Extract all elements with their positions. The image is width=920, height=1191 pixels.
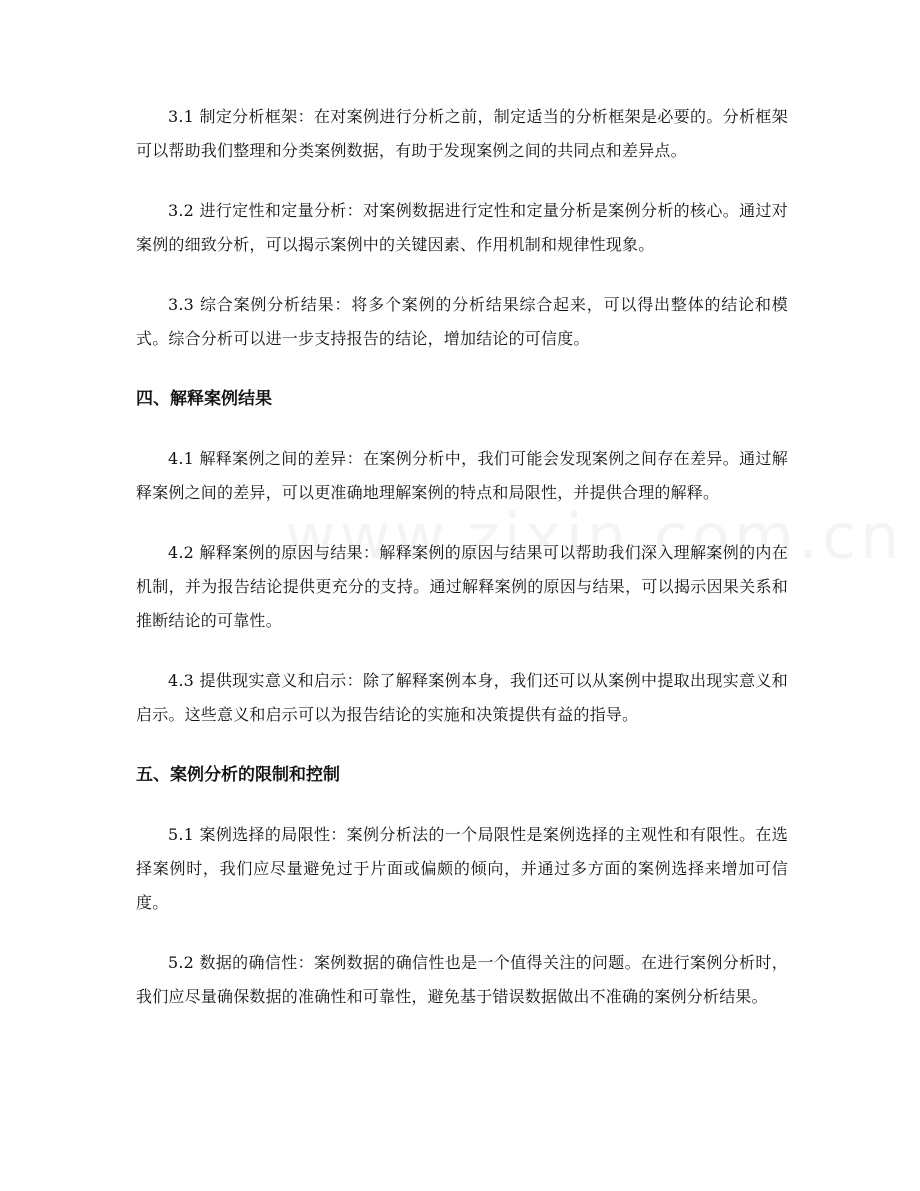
- section-heading-4: 四、解释案例结果: [136, 389, 272, 409]
- paragraph-3-2: 3.2 进行定性和定量分析：对案例数据进行定性和定量分析是案例分析的核心。通过对案例的细致分析，可以揭示案例中的关键因素、作用机制和规律性现象。: [136, 201, 788, 254]
- paragraph-4-1: 4.1 解释案例之间的差异：在案例分析中，我们可能会发现案例之间存在差异。通过解释案例之间的差异，可以更准确地理解案例的特点和局限性，并提供合理的解释。: [136, 449, 788, 502]
- paragraph-4-3: 4.3 提供现实意义和启示：除了解释案例本身，我们还可以从案例中提取出现实意义和启示。这些意义和启示可以为报告结论的实施和决策提供有益的指导。: [136, 671, 788, 724]
- paragraph-5-1: 5.1 案例选择的局限性：案例分析法的一个局限性是案例选择的主观性和有限性。在选择案例时，我们应尽量避免过于片面或偏颇的倾向，并通过多方面的案例选择来增加可信度。: [136, 825, 788, 912]
- paragraph-3-3: 3.3 综合案例分析结果：将多个案例的分析结果综合起来，可以得出整体的结论和模式。综合分析可以进一步支持报告的结论，增加结论的可信度。: [136, 295, 788, 348]
- paragraph-3-1: 3.1 制定分析框架：在对案例进行分析之前，制定适当的分析框架是必要的。分析框架可以帮助我们整理和分类案例数据，有助于发现案例之间的共同点和差异点。: [136, 107, 788, 160]
- paragraph-5-2: 5.2 数据的确信性：案例数据的确信性也是一个值得关注的问题。在进行案例分析时，我们应尽量确保数据的准确性和可靠性，避免基于错误数据做出不准确的案例分析结果。: [136, 953, 788, 1006]
- paragraph-4-2: 4.2 解释案例的原因与结果：解释案例的原因与结果可以帮助我们深入理解案例的内在机制，并为报告结论提供更充分的支持。通过解释案例的原因与结果，可以揭示因果关系和推断结论的可靠性。: [136, 543, 788, 630]
- section-heading-5: 五、案例分析的限制和控制: [136, 765, 340, 785]
